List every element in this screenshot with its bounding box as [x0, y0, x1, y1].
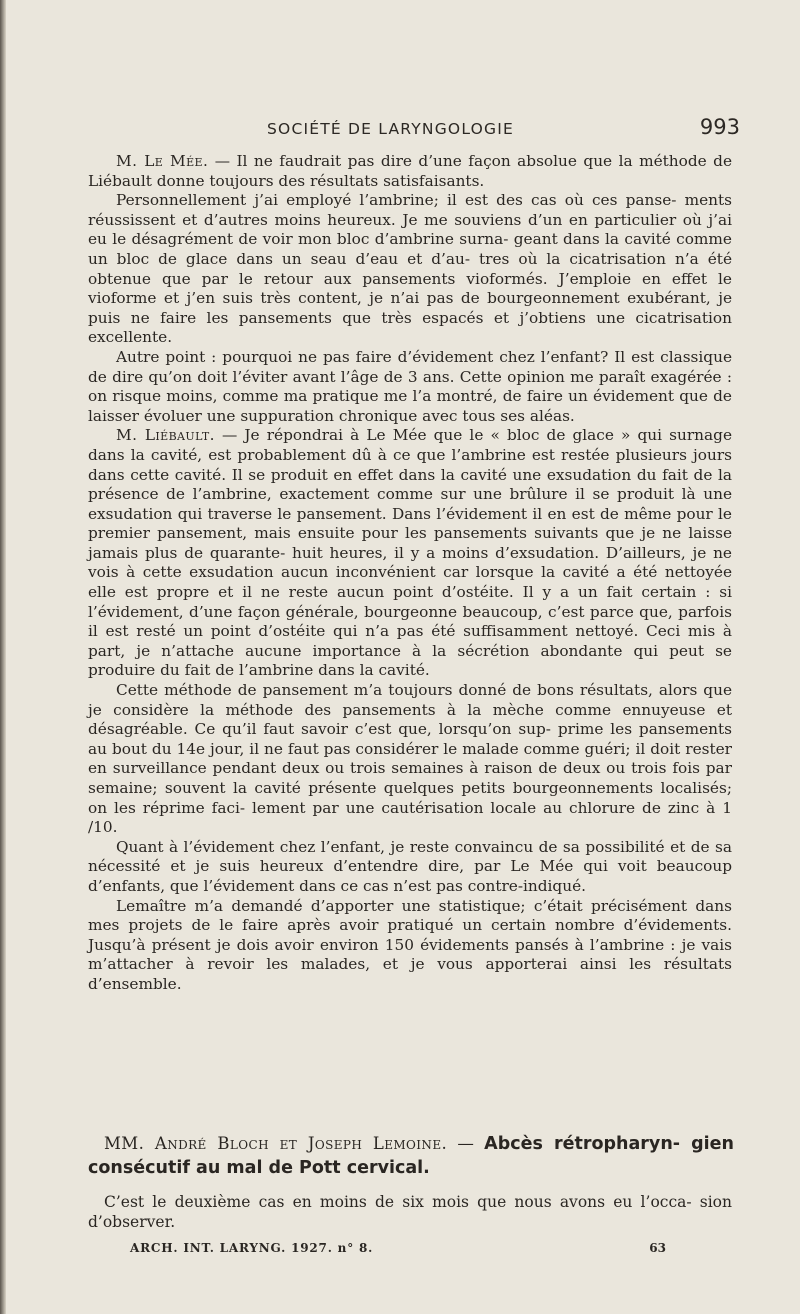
section-title: Abcès rétropharyn- gien consécutif au mal de Pott cervical.	[88, 1134, 735, 1178]
paragraph-le-mee	[88, 152, 732, 191]
paragraph-text: Autre point : pourquoi ne pas faire d’évidement chez l’enfant? Il est classique de dire qu’on doit l’éviter avant l’âge de 3 ans. Cette opinion me paraît exagérée : on risque moins, comme ma pratique me l’a montré, de faire un évidement que de laisser évoluer une suppuration chronique avec tous ses aléas.	[88, 347, 732, 425]
speaker-name: M. Le Mée.	[116, 152, 209, 170]
section-dash: —	[447, 1134, 485, 1153]
body-text	[88, 152, 732, 995]
paragraph-text: Quant à l’évidement chez l’enfant, je reste convaincu de sa possibilité et de sa nécessité et je suis heureux d’entendre dire, par Le Mée qui voit beaucoup d’enfants, que l’évidement dans ce cas n’est pas contre-indiqué.	[88, 837, 732, 895]
journal-reference: ARCH. INT. LARYNG. 1927. n° 8.	[130, 1241, 374, 1255]
paragraph-methode	[88, 681, 732, 838]
paragraph-text: — Il ne faudrait pas dire d’une façon absolue que la méthode de Liébault donne toujours des résultats satisfaisants.	[88, 152, 732, 190]
page-footer	[88, 1240, 732, 1260]
section-heading	[88, 1132, 734, 1180]
section-authors: MM. André Bloch et Joseph Lemoine.	[104, 1134, 448, 1153]
speaker-name: M. Liébault.	[116, 426, 215, 445]
paragraph-evidement-enfant	[88, 348, 732, 426]
paragraph-ambrine	[88, 191, 732, 348]
paragraph-statistique	[88, 897, 732, 995]
paragraph-liebault	[88, 426, 732, 681]
paragraph-enfant	[88, 838, 732, 897]
page-header	[102, 117, 742, 141]
page-number: 993	[699, 115, 740, 139]
sheet-number: 63	[649, 1241, 666, 1255]
paragraph-text: Personnellement j’ai employé l’ambrine; il est des cas où ces panse- ments réussissent et d’autres moins heureux. Je me souviens d’un en particulier où j’ai eu le désagrément de voir mon bloc d’ambrine surna- geant dans la cavité comme un bloc de glace dans un seau d’eau et d’au- tres où la cicatrisation n’a été obtenue que par le retour aux pansements vioformés. J’emploie en effet le vioforme et j’en suis très content, je n’ai pas de bourgeonnement exubérant, je puis ne faire les pansements que très espacés et j’obtiens une cicatrisation excellente.	[88, 191, 732, 347]
paragraph-text: Lemaître m’a demandé d’apporter une statistique; c’était précisément dans mes projets de le faire après avoir pratiqué un certain nombre d’évidements. Jusqu’à présent je dois avoir environ 150 évidements pansés à l’ambrine : je vais m’attacher à revoir les malades, et je vous apporterai ainsi les résultats d’ensemble.	[88, 896, 732, 993]
running-title: SOCIÉTÉ DE LARYNGOLOGIE	[267, 120, 514, 138]
opening-paragraph: C’est le deuxième cas en moins de six mois que nous avons eu l’occa- sion d’observer.	[88, 1193, 732, 1231]
paragraph-text: — Je répondrai à Le Mée que le « bloc de glace » qui surnage dans la cavité, est probablement dû à ce que l’ambrine est restée plusieurs jours dans cette cavité. Il se produit en effet dans la cavité une exsudation du fait de la présence de l’ambrine, exactement comme sur une brûlure il se produit là une exsudation qui traverse le pansement. Dans l’évidement il en est de même pour le premier pansement, mais ensuite pour les pansements suivants que je ne laisse jamais plus de quarante- huit heures, il y a moins d’exsudation. D’ailleurs, je ne vois à cette exsudation aucun inconvénient car lorsque la cavité a été nettoyée elle est propre et il ne reste aucun point d’ostéite. Il y a un fait certain : si l’évidement, d’une façon générale, bourgeonne beaucoup, c’est parce que, parfois il est resté un point d’ostéite qui n’a pas été suffisamment nettoyé. Ceci mis à part, je n’attache aucune importance à la sécrétion abondante qui peut se produire du fait de l’ambrine dans la cavité.	[88, 426, 732, 680]
paragraph-text: Cette méthode de pansement m’a toujours donné de bons résultats, alors que je considère la méthode des pansements à la mèche comme ennuyeuse et désagréable. Ce qu’il faut savoir c’est que, lorsqu’on sup- prime les pansements au bout du 14e jour, il ne faut pas considérer le malade comme guéri; il doit rester en surveillance pendant deux ou trois semaines à raison de deux ou trois fois par semaine; souvent la cavité présente quelques petits bourgeonnements localisés; on les réprime faci- lement par une cautérisation locale au chlorure de zinc à 1 /10.	[88, 681, 732, 837]
